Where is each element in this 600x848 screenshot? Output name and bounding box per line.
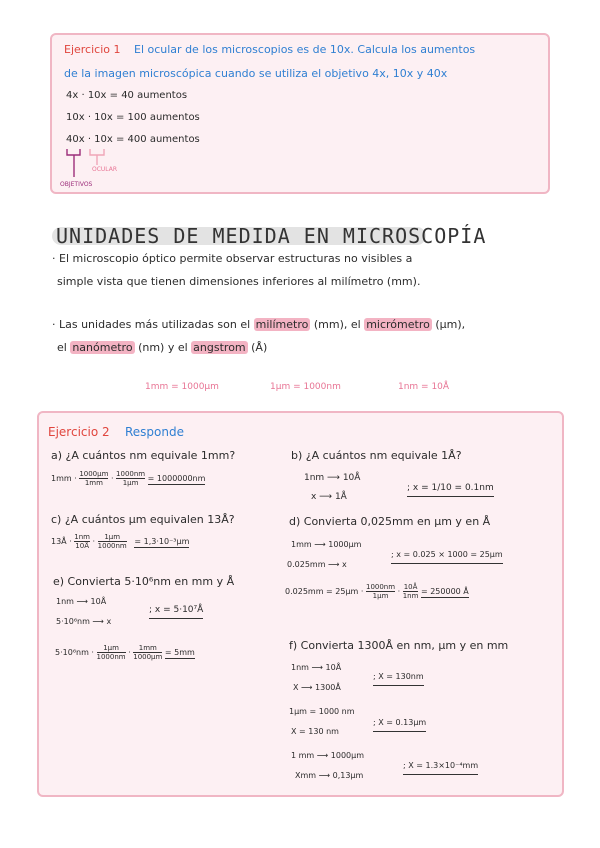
qe-result: ; x = 5·10⁷Å	[149, 603, 203, 619]
calc-line-1: 4x · 10x = 40 aumentos	[66, 90, 188, 101]
ocular-label: OCULAR	[92, 166, 118, 173]
paragraph-1-line-2: simple vista que tienen dimensiones inferiores al milímetro (mm).	[57, 275, 421, 288]
qf-line-2: X ⟶ 1300Å	[293, 683, 341, 692]
qa-start: 1mm ·	[51, 474, 77, 483]
qf-result-1: ; X = 130nm	[373, 670, 424, 686]
qd-start: 0.025mm = 25µm ·	[285, 587, 364, 596]
calc-line-2: 10x · 10x = 100 aumentos	[66, 112, 200, 123]
objetivos-label: OBJETIVOS	[60, 181, 93, 188]
p2-text-f: (Å)	[251, 341, 268, 354]
qd-work: 0.025mm = 25µm · $\frac{1000nm}{\text{1µm}}$ · $\frac{10Å}{1nm}$ = 250000 Å	[285, 583, 469, 600]
p2-text-d: el	[57, 341, 67, 354]
p2-text-c: (µm),	[435, 318, 466, 331]
qe-fraction-2: $\frac{1mm}{\text{1000µm}}$	[133, 644, 163, 661]
section-title: UNIDADES DE MEDIDA EN MICROSCOPÍA	[56, 224, 487, 248]
qa-result: = 1000000nm	[147, 474, 206, 483]
conversion-um-nm: 1µm = 1000nm	[270, 382, 341, 392]
question-c-work: 13Å · $\frac{1nm}{10Å}$ · $\frac{\text{1µm}}{1000nm}$ = 1,3·10⁻³µm	[51, 533, 190, 550]
p2-text-b: (mm), el	[313, 318, 361, 331]
highlight-nanometro: nanómetro	[72, 341, 133, 354]
qb-line-2: x ⟶ 1Å	[311, 492, 347, 502]
qc-start: 13Å ·	[51, 537, 72, 546]
qc-fraction-1: $\frac{1nm}{10Å}$	[74, 533, 91, 550]
qd-result-2: = 250000 Å	[420, 587, 469, 596]
qd-result: ; x = 0.025 × 1000 = 25µm	[391, 548, 503, 564]
question-a-title: a) ¿A cuántos nm equivale 1mm?	[51, 449, 236, 462]
question-e-title: e) Convierta 5·10⁶nm en mm y Å	[53, 575, 235, 588]
exercise-2-label: Ejercicio 2	[48, 425, 110, 439]
qc-result: = 1,3·10⁻³µm	[134, 537, 190, 546]
exercise-2-subtitle: Responde	[125, 425, 184, 439]
conversion-mm-um: 1mm = 1000µm	[145, 382, 219, 392]
exercise-1-text-line1: El ocular de los microscopios es de 10x. Calcula los aumentos	[134, 43, 476, 56]
qf-result-2: ; X = 0.13µm	[373, 716, 426, 732]
exercise-1-box	[50, 33, 550, 194]
qd-fraction-2: $\frac{10Å}{1nm}$	[402, 583, 419, 600]
qe-line-2: 5·10⁶nm ⟶ x	[56, 617, 112, 626]
highlight-milimetro: milímetro	[255, 318, 309, 331]
qf-line-1: 1nm ⟶ 10Å	[291, 663, 342, 672]
paragraph-2-line-2	[57, 341, 267, 355]
exercise-1-label: Ejercicio 1	[64, 43, 121, 56]
qf-line-3: 1µm = 1000 nm	[289, 707, 355, 716]
question-e-work: 5·10⁶nm · $\frac{\text{1µm}}{1000nm}$ · $\frac{1mm}{\text{1000µm}}$ = 5mm	[55, 644, 195, 661]
highlight-micrometro: micrómetro	[366, 318, 430, 331]
qf-line-4: X = 130 nm	[291, 727, 339, 736]
qa-fraction-2: $\frac{1000nm}{\text{1µm}}$	[116, 470, 146, 487]
paragraph-2-line-1	[52, 318, 465, 332]
p2-text-e: (nm) y el	[138, 341, 188, 354]
qc-fraction-2: $\frac{\text{1µm}}{1000nm}$	[97, 533, 127, 550]
qa-fraction-1: $\frac{\text{1000µm}}{1mm}$	[79, 470, 109, 487]
question-a-work: 1mm · $\frac{\text{1000µm}}{1mm}$ · $\frac{1000nm}{\text{1µm}}$ = 1000000nm	[51, 470, 206, 487]
qd-line-2: 0.025mm ⟶ x	[287, 560, 347, 569]
paragraph-1-line-1: · El microscopio óptico permite observar estructuras no visibles a	[52, 252, 413, 265]
qf-line-5: 1 mm ⟶ 1000µm	[291, 751, 365, 760]
qf-line-6: Xmm ⟶ 0,13µm	[295, 771, 364, 780]
conversion-nm-angstrom: 1nm = 10Å	[398, 382, 450, 392]
exercise-1-text-line2: de la imagen microscópica cuando se utiliza el objetivo 4x, 10x y 40x	[64, 67, 448, 80]
p2-text-a: · Las unidades más utilizadas son el	[52, 318, 251, 331]
qb-result: ; x = 1/10 = 0.1nm	[407, 481, 494, 497]
question-b-title: b) ¿A cuántos nm equivale 1Å?	[291, 449, 462, 462]
qe-line-1: 1nm ⟶ 10Å	[56, 597, 107, 606]
highlight-angstrom: angstrom	[193, 341, 246, 354]
qe-start: 5·10⁶nm ·	[55, 648, 94, 657]
question-c-title: c) ¿A cuántos µm equivalen 13Å?	[51, 513, 235, 526]
question-f-title: f) Convierta 1300Å en nm, µm y en mm	[289, 639, 509, 652]
qe-fraction-1: $\frac{\text{1µm}}{1000nm}$	[96, 644, 126, 661]
qd-fraction-1: $\frac{1000nm}{\text{1µm}}$	[365, 583, 396, 600]
qf-result-3: ; X = 1.3×10⁻⁴mm	[403, 759, 478, 775]
exercise-2-box	[37, 411, 564, 797]
qe-result-2: = 5mm	[164, 648, 195, 657]
qb-line-1: 1nm ⟶ 10Å	[304, 473, 361, 483]
question-d-title: d) Convierta 0,025mm en µm y en Å	[289, 515, 491, 528]
calc-line-3: 40x · 10x = 400 aumentos	[66, 134, 200, 145]
qd-line-1: 1mm ⟶ 1000µm	[291, 540, 362, 549]
